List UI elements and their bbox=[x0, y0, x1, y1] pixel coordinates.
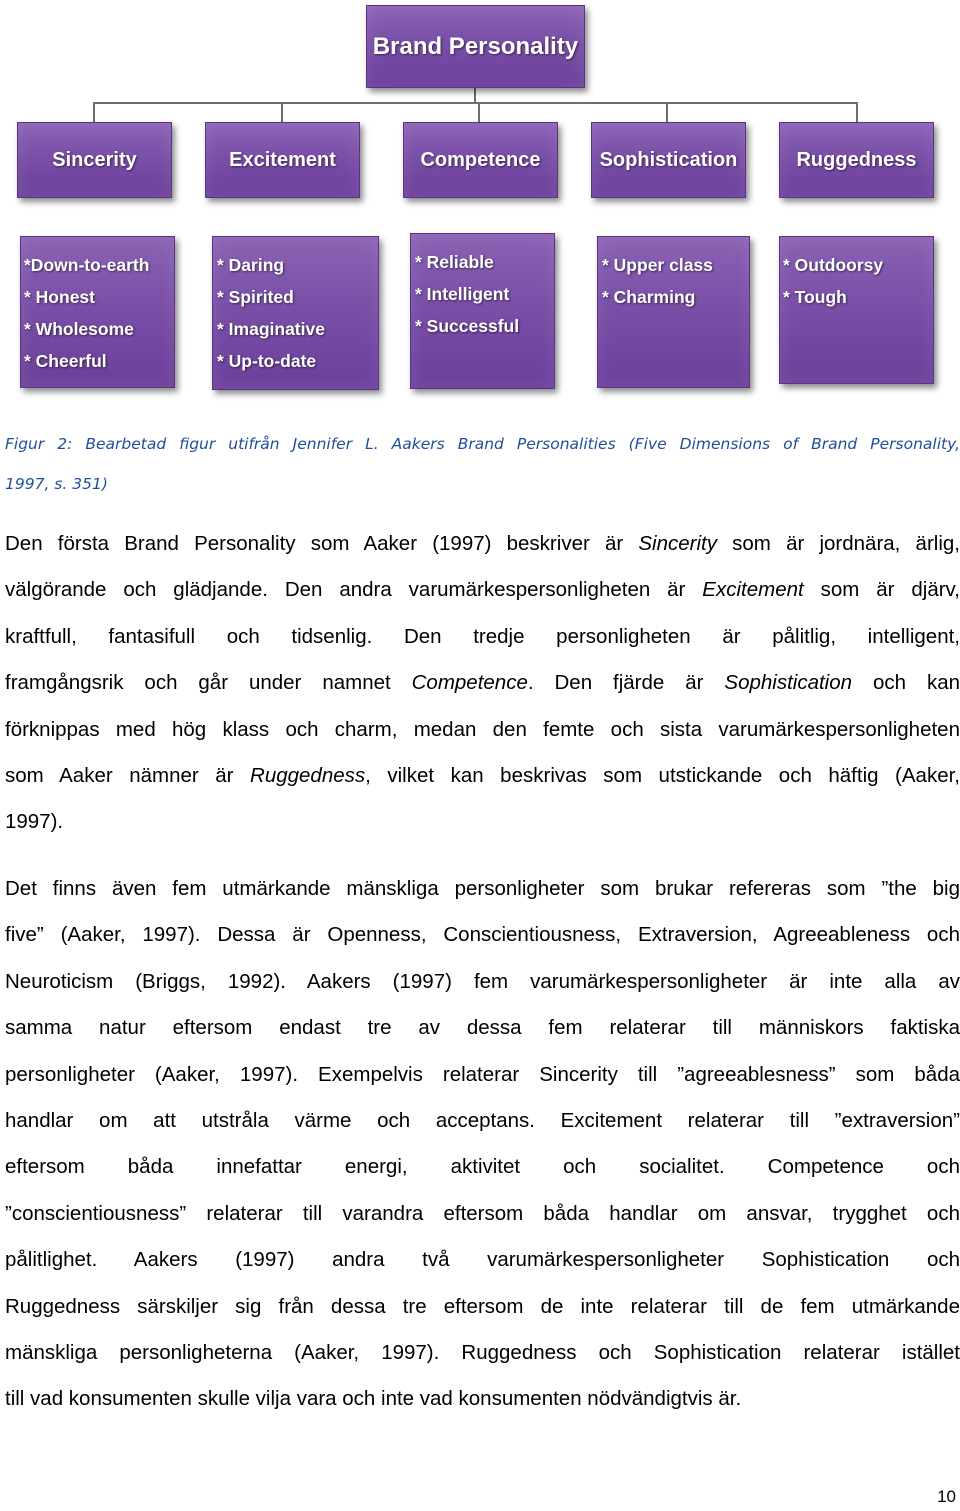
dimension-box-ruggedness bbox=[779, 122, 934, 198]
trait-item: * Outdoorsy bbox=[783, 255, 884, 275]
dimension-box-sincerity bbox=[17, 122, 172, 198]
trait-item: * Tough bbox=[783, 287, 847, 307]
trait-item: * Reliable bbox=[415, 252, 494, 272]
text-run: Den första Brand Personality som Aaker (1997) beskriver är bbox=[5, 532, 639, 555]
trait-item: * Upper class bbox=[602, 255, 713, 275]
connector-sophistication bbox=[666, 102, 668, 122]
emphasis-ruggedness: Ruggedness bbox=[250, 764, 366, 788]
emphasis-sincerity: Sincerity bbox=[638, 532, 717, 555]
diagram-title-box bbox=[366, 5, 585, 88]
paragraph-line bbox=[5, 660, 960, 706]
paragraph-line bbox=[5, 521, 960, 567]
traits-box-sophistication bbox=[597, 236, 750, 388]
traits-box-excitement bbox=[212, 236, 379, 390]
traits-box-competence bbox=[410, 233, 555, 389]
traits-box-sincerity bbox=[20, 236, 175, 388]
page-number: 10 bbox=[937, 1487, 956, 1506]
paragraph-line: personligheter (Aaker, 1997). Exempelvis relaterar Sincerity till ”agreeablesness” som båda bbox=[5, 1062, 960, 1086]
trait-item: * Up-to-date bbox=[217, 351, 317, 371]
paragraph-line: Det finns även fem utmärkande mänskliga personligheter som brukar refereras som ”the big bbox=[5, 877, 960, 900]
caption-line: 1997, s. 351) bbox=[5, 475, 108, 493]
trait-item: * Imaginative bbox=[217, 319, 325, 339]
text-run: , vilket kan beskrivas som utstickande och häftig (Aaker, bbox=[365, 764, 960, 788]
paragraph-line: eftersom båda innefattar energi, aktivitet och socialitet. Competence och bbox=[5, 1155, 960, 1179]
diagram-title: Brand Personality bbox=[372, 32, 579, 60]
text-run: . Den fjärde är bbox=[527, 671, 725, 695]
connector-competence bbox=[478, 102, 480, 122]
dimension-box-sophistication bbox=[591, 122, 746, 198]
paragraph-line bbox=[5, 753, 960, 799]
paragraph-line: 1997). bbox=[5, 810, 64, 834]
connector-horizontal bbox=[93, 102, 858, 104]
trait-item: * Successful bbox=[415, 316, 520, 336]
paragraph-1 bbox=[5, 521, 960, 846]
dimension-label: Ruggedness bbox=[796, 148, 917, 171]
trait-item: * Intelligent bbox=[415, 284, 510, 304]
paragraph-line bbox=[5, 567, 960, 613]
paragraph-line: Neuroticism (Briggs, 1992). Aakers (1997) fem varumärkespersonligheter är inte alla av bbox=[5, 969, 960, 993]
paragraph-line: till vad konsumenten skulle vilja vara och inte vad konsumenten nödvändigtvis är. bbox=[5, 1387, 742, 1411]
paragraph-line: förknippas med hög klass och charm, medan den femte och sista varumärkespersonligheten bbox=[5, 717, 960, 741]
emphasis-sophistication: Sophistication bbox=[724, 671, 853, 695]
text-run: som Aaker nämner är bbox=[5, 764, 251, 788]
paragraph-line: Ruggedness särskiljer sig från dessa tre eftersom de inte relaterar till de fem utmärkande bbox=[5, 1294, 960, 1318]
dimension-label: Competence bbox=[420, 148, 541, 171]
paragraph-line: ”conscientiousness” relaterar till varandra eftersom båda handlar om ansvar, trygghet och bbox=[5, 1201, 960, 1225]
emphasis-excitement: Excitement bbox=[702, 578, 804, 602]
connector-excitement bbox=[281, 102, 283, 122]
paragraph-line: samma natur eftersom endast tre av dessa fem relaterar till människors faktiska bbox=[5, 1016, 960, 1040]
trait-item: * Honest bbox=[24, 287, 95, 307]
paragraph-line: handlar om att utstråla värme och acceptans. Excitement relaterar till ”extraversion” bbox=[5, 1109, 960, 1133]
text-run: som är jordnära, ärlig, bbox=[716, 532, 960, 555]
paragraph-line: mänskliga personligheterna (Aaker, 1997). Ruggedness och Sophistication relaterar istället bbox=[5, 1341, 960, 1365]
traits-box-ruggedness bbox=[779, 236, 934, 384]
trait-item: * Daring bbox=[217, 255, 285, 275]
trait-item: * Wholesome bbox=[24, 319, 134, 339]
dimension-box-excitement bbox=[205, 122, 360, 198]
paragraph-2 bbox=[5, 866, 960, 1423]
emphasis-competence: Competence bbox=[411, 671, 528, 695]
paragraph-line: five” (Aaker, 1997). Dessa är Openness, Conscientiousness, Extraversion, Agreeableness och bbox=[5, 923, 960, 947]
trait-item: *Down-to-earth bbox=[24, 255, 150, 275]
trait-item: * Cheerful bbox=[24, 351, 107, 371]
connector-sincerity bbox=[93, 102, 95, 122]
trait-item: * Charming bbox=[602, 287, 696, 307]
trait-item: * Spirited bbox=[217, 287, 294, 307]
text-run: framgångsrik och går under namnet bbox=[5, 671, 412, 695]
paragraph-line: kraftfull, fantasifull och tidsenlig. Den tredje personligheten är pålitlig, intelligent, bbox=[5, 624, 960, 648]
caption-line: Figur 2: Bearbetad figur utifrån Jennifer L. Aakers Brand Personalities (Five Dimensions of Brand Personality, bbox=[5, 435, 960, 453]
dimension-label: Excitement bbox=[229, 148, 336, 171]
figure-caption bbox=[5, 424, 960, 504]
paragraph-line: pålitlighet. Aakers (1997) andra två varumärkespersonligheter Sophistication och bbox=[5, 1248, 960, 1272]
text-run: som är djärv, bbox=[803, 578, 960, 602]
text-run: och kan bbox=[852, 671, 960, 695]
dimension-label: Sophistication bbox=[599, 148, 738, 171]
dimension-label: Sincerity bbox=[52, 148, 137, 171]
dimension-box-competence bbox=[403, 122, 558, 198]
connector-ruggedness bbox=[856, 102, 858, 122]
text-run: välgörande och glädjande. Den andra varumärkespersonligheten är bbox=[5, 578, 703, 602]
